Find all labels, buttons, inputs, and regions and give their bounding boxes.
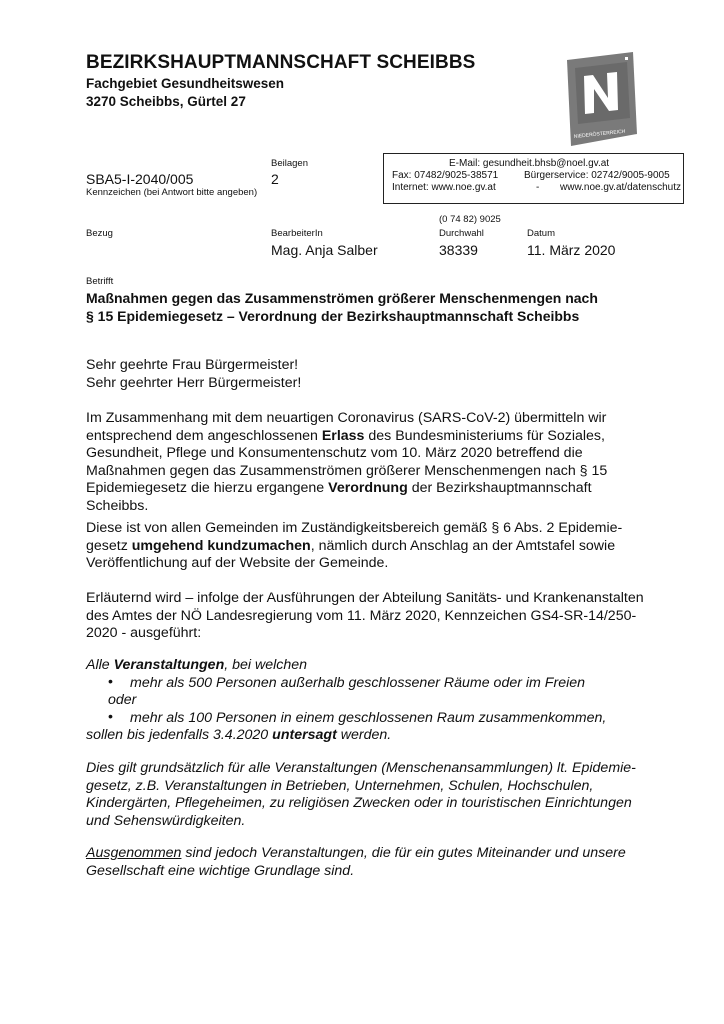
beilagen-label: Beilagen: [271, 158, 308, 169]
para2-line-2: gesetz umgehend kundzumachen, nämlich durch Anschlag an der Amtstafel sowie: [86, 537, 616, 554]
para3-line-2: des Amtes der NÖ Landesregierung vom 11. März 2020, Kennzeichen GS4-SR-14/250-: [86, 607, 637, 624]
contact-email: E-Mail: gesundheit.bhsb@noel.gv.at: [449, 158, 610, 169]
logo-text: NIEDERÖSTERREICH: [573, 128, 626, 140]
reference-code-note: Kennzeichen (bei Antwort bitte angeben): [86, 187, 258, 198]
para4-intro: Alle Veranstaltungen, bei welchen: [86, 657, 308, 673]
phone-prefix: (0 74 82) 9025: [439, 214, 501, 225]
bullet-marker-2: •: [108, 709, 113, 725]
subject-label: Betrifft: [86, 276, 114, 287]
bezug-label: Bezug: [86, 228, 113, 239]
para5-line-1: Dies gilt grundsätzlich für alle Veranstaltungen (Menschenansammlungen) lt. Epidemie-: [86, 760, 636, 776]
bullet-marker-1: •: [108, 674, 113, 690]
datum-label: Datum: [527, 228, 555, 239]
para5-line-4: und Sehenswürdigkeiten.: [86, 812, 246, 829]
para4-bullet-1: mehr als 500 Personen außerhalb geschlossener Räume oder im Freien: [130, 674, 586, 691]
para1-line-4: Maßnahmen gegen das Zusammenströmen größerer Menschenmengen nach § 15: [86, 462, 608, 479]
para1-line-1: Im Zusammenhang mit dem neuartigen Coronavirus (SARS-CoV-2) übermitteln wir: [86, 410, 607, 426]
para6-line-1: Ausgenommen sind jedoch Veranstaltungen, die für ein gutes Miteinander und unsere: [86, 845, 626, 861]
subject-line-1: Maßnahmen gegen das Zusammenströmen größerer Menschenmengen nach: [86, 290, 598, 306]
paragraph-3: [86, 590, 666, 643]
paragraph-5: [86, 760, 666, 830]
durchwahl-value: 38339: [439, 242, 478, 258]
para4-end: sollen bis jedenfalls 3.4.2020 untersagt werden.: [86, 727, 392, 743]
paragraph-1: [86, 410, 666, 515]
para6-line-2: Gesellschaft eine wichtige Grundlage sind.: [86, 862, 355, 879]
para1-line-3: Gesundheit, Pflege und Konsumentenschutz vom 10. März 2020 betreffend die: [86, 445, 583, 461]
bearbeiter-value: Mag. Anja Salber: [271, 242, 378, 258]
department-name: Fachgebiet Gesundheitswesen: [86, 76, 285, 91]
contact-dash: -: [536, 182, 540, 193]
reference-code: SBA5-I-2040/005: [86, 171, 194, 187]
paragraph-6: [86, 845, 666, 880]
contact-service: Bürgerservice: 02742/9005-9005: [524, 170, 670, 181]
para3-line-3: 2020 - ausgeführt:: [86, 625, 202, 641]
datum-value: 11. März 2020: [527, 242, 616, 258]
noe-logo: [561, 52, 641, 148]
organization-name: BEZIRKSHAUPTMANNSCHAFT SCHEIBBS: [86, 52, 476, 73]
contact-fax: Fax: 07482/9025-38571: [392, 170, 499, 181]
contact-internet: Internet: www.noe.gv.at: [392, 182, 496, 193]
para1-line-6: Scheibbs.: [86, 497, 149, 514]
contact-privacy: www.noe.gv.at/datenschutz: [560, 182, 681, 193]
subject-text: [86, 289, 656, 325]
para5-line-2: gesetz, z.B. Veranstaltungen in Betrieben, Unternehmen, Schulen, Hochschulen,: [86, 777, 594, 794]
paragraph-2: [86, 520, 666, 573]
salutation: [86, 357, 666, 392]
durchwahl-label: Durchwahl: [439, 228, 484, 239]
para3-line-1: Erläuternd wird – infolge der Ausführungen der Abteilung Sanitäts- und Krankenanstalten: [86, 590, 644, 606]
salutation-line-2: Sehr geehrter Herr Bürgermeister!: [86, 374, 302, 391]
para2-line-3: Veröffentlichung auf der Website der Gemeinde.: [86, 555, 389, 571]
subject-line-2: § 15 Epidemiegesetz – Verordnung der Bezirkshauptmannschaft Scheibbs: [86, 308, 580, 324]
para1-line-2: entsprechend dem angeschlossenen Erlass des Bundesministeriums für Soziales,: [86, 427, 605, 444]
para1-line-5: Epidemiegesetz die hierzu ergangene Verordnung der Bezirkshauptmannschaft: [86, 480, 592, 496]
organization-address: 3270 Scheibbs, Gürtel 27: [86, 94, 246, 109]
para5-line-3: Kindergärten, Pflegeheimen, zu religiösen Zwecken oder in touristischen Einrichtungen: [86, 795, 632, 811]
paragraph-4: [86, 657, 666, 745]
para4-bullet-2: mehr als 100 Personen in einem geschlossenen Raum zusammenkommen,: [130, 709, 607, 726]
beilagen-value: 2: [271, 171, 279, 187]
para2-line-1: Diese ist von allen Gemeinden im Zuständigkeitsbereich gemäß § 6 Abs. 2 Epidemie-: [86, 520, 623, 536]
para4-oder: oder: [108, 692, 137, 708]
contact-box: [383, 153, 684, 204]
salutation-line-1: Sehr geehrte Frau Bürgermeister!: [86, 357, 299, 373]
bearbeiter-label: BearbeiterIn: [271, 228, 323, 239]
